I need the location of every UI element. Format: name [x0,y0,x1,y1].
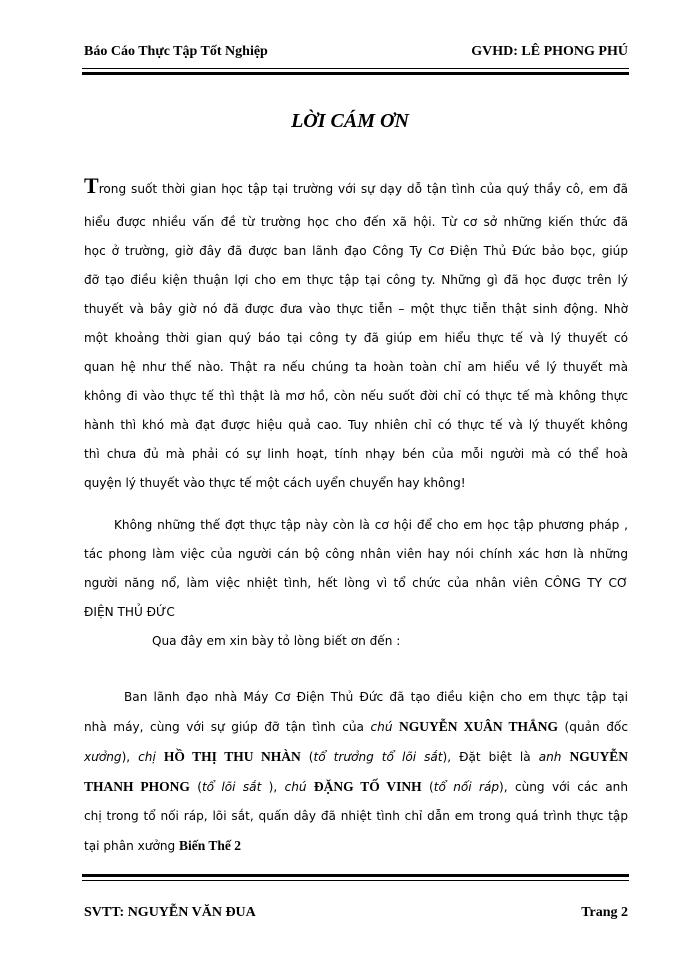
p1-line-4: đỡ tạo điều kiện thuận lợi cho em thực tập tại công ty. Những gì đã học được trên lý [84,273,628,287]
footer-rule-thick [82,874,629,877]
p4-line-6: tại phân xưởng Biến Thế 2 [84,838,242,853]
p1-line-11: quyện lý thuyết vào thực tế một cách uyển chuyển hay không! [84,476,466,490]
paragraph-1 [84,171,628,498]
header-rule-thin [82,68,629,69]
p1-line-9: hành thì khó mà đạt được hiệu quả cao. Tuy nhiên chỉ có thực tế và lý thuyết không [84,418,628,432]
paragraph-2 [84,511,628,627]
p3-line: Qua đây em xin bày tỏ lòng biết ơn đến : [152,634,401,648]
p4-line-4: THANH PHONG (tổ lõi sắt ), chú ĐẶNG TỐ VINH (tổ nối ráp), cùng với các anh [84,779,628,794]
page-title: LỜI CÁM ƠN [291,110,409,132]
p1-line-7: quan hệ như thế nào. Thật ra nếu chúng ta hoàn toàn chỉ am hiểu về lý thuyết mà [84,360,628,374]
p1-line-10: thì chưa đủ mà phải có sự linh hoạt, tính nhạy bén của mỗi người mà có thể hoà [84,447,628,461]
p2-line-1: Không những thế đợt thực tập này còn là cơ hội để cho em học tập phương pháp , [114,518,628,532]
p1-line-6: một khoảng thời gian quý báo tại công ty đã giúp em hiểu thực tế và lý thuyết có [84,331,628,345]
paragraph-3 [152,627,628,656]
header-rule-thick [82,72,629,75]
page-number: Trang 2 [581,905,628,920]
p1-line-2: hiểu được nhiều vấn đề từ trường học cho đến xã hội. Từ cơ sở những kiến thức đã [84,215,628,229]
p2-line-3: người năng nổ, làm việc nhiệt tình, hết lòng vì tổ chức của nhân viên CÔNG TY CƠ [84,576,628,590]
p4-line-2: nhà máy, cùng với sự giúp đỡ tận tình của chú NGUYỄN XUÂN THẮNG (quản đốc [84,719,628,734]
p1-line-1: Trong suốt thời gian học tập tại trường với sự dạy dỗ tận tình của quý thầy cô, em đã [84,173,628,198]
p4-line-3: xưởng), chị HỒ THỊ THU NHÀN (tổ trưởng tổ lõi sắt), Đặt biệt là anh NGUYỄN [84,749,628,764]
p1-line-5: thuyết và bây giờ nó đã được đưa vào thực tiễn – một thực tiễn thật sinh động. Nhờ [84,302,628,316]
p2-line-2: tác phong làm việc của người cán bộ công nhân viên hay nói chính xác hơn là những [84,547,628,561]
header-left: Báo Cáo Thực Tập Tốt Nghiệp [84,44,268,59]
p1-line-3: học ở trường, giờ đây đã được ban lãnh đạo Công Ty Cơ Điện Thủ Đức bảo bọc, giúp [84,244,628,258]
p4-line-5: chị trong tổ nối ráp, lõi sắt, quấn dây đã nhiệt tình chỉ dẫn em trong quá trình thực tập [84,809,628,823]
p4-line-1: Ban lãnh đạo nhà Máy Cơ Điện Thủ Đức đã tạo điều kiện cho em thực tập tại [124,690,628,704]
p1-line-8: không đi vào thực tế thì thật là mơ hồ, còn nếu suốt đời chỉ có thực tế mà không thực [84,389,628,403]
footer-left: SVTT: NGUYỄN VĂN ĐUA [84,905,256,920]
footer-rule-thin [82,880,629,881]
paragraph-4 [84,683,628,861]
p2-line-4: ĐIỆN THỦ ĐỨC [84,605,175,619]
drop-cap: T [84,173,99,198]
header-right: GVHD: LÊ PHONG PHÚ [471,44,628,59]
